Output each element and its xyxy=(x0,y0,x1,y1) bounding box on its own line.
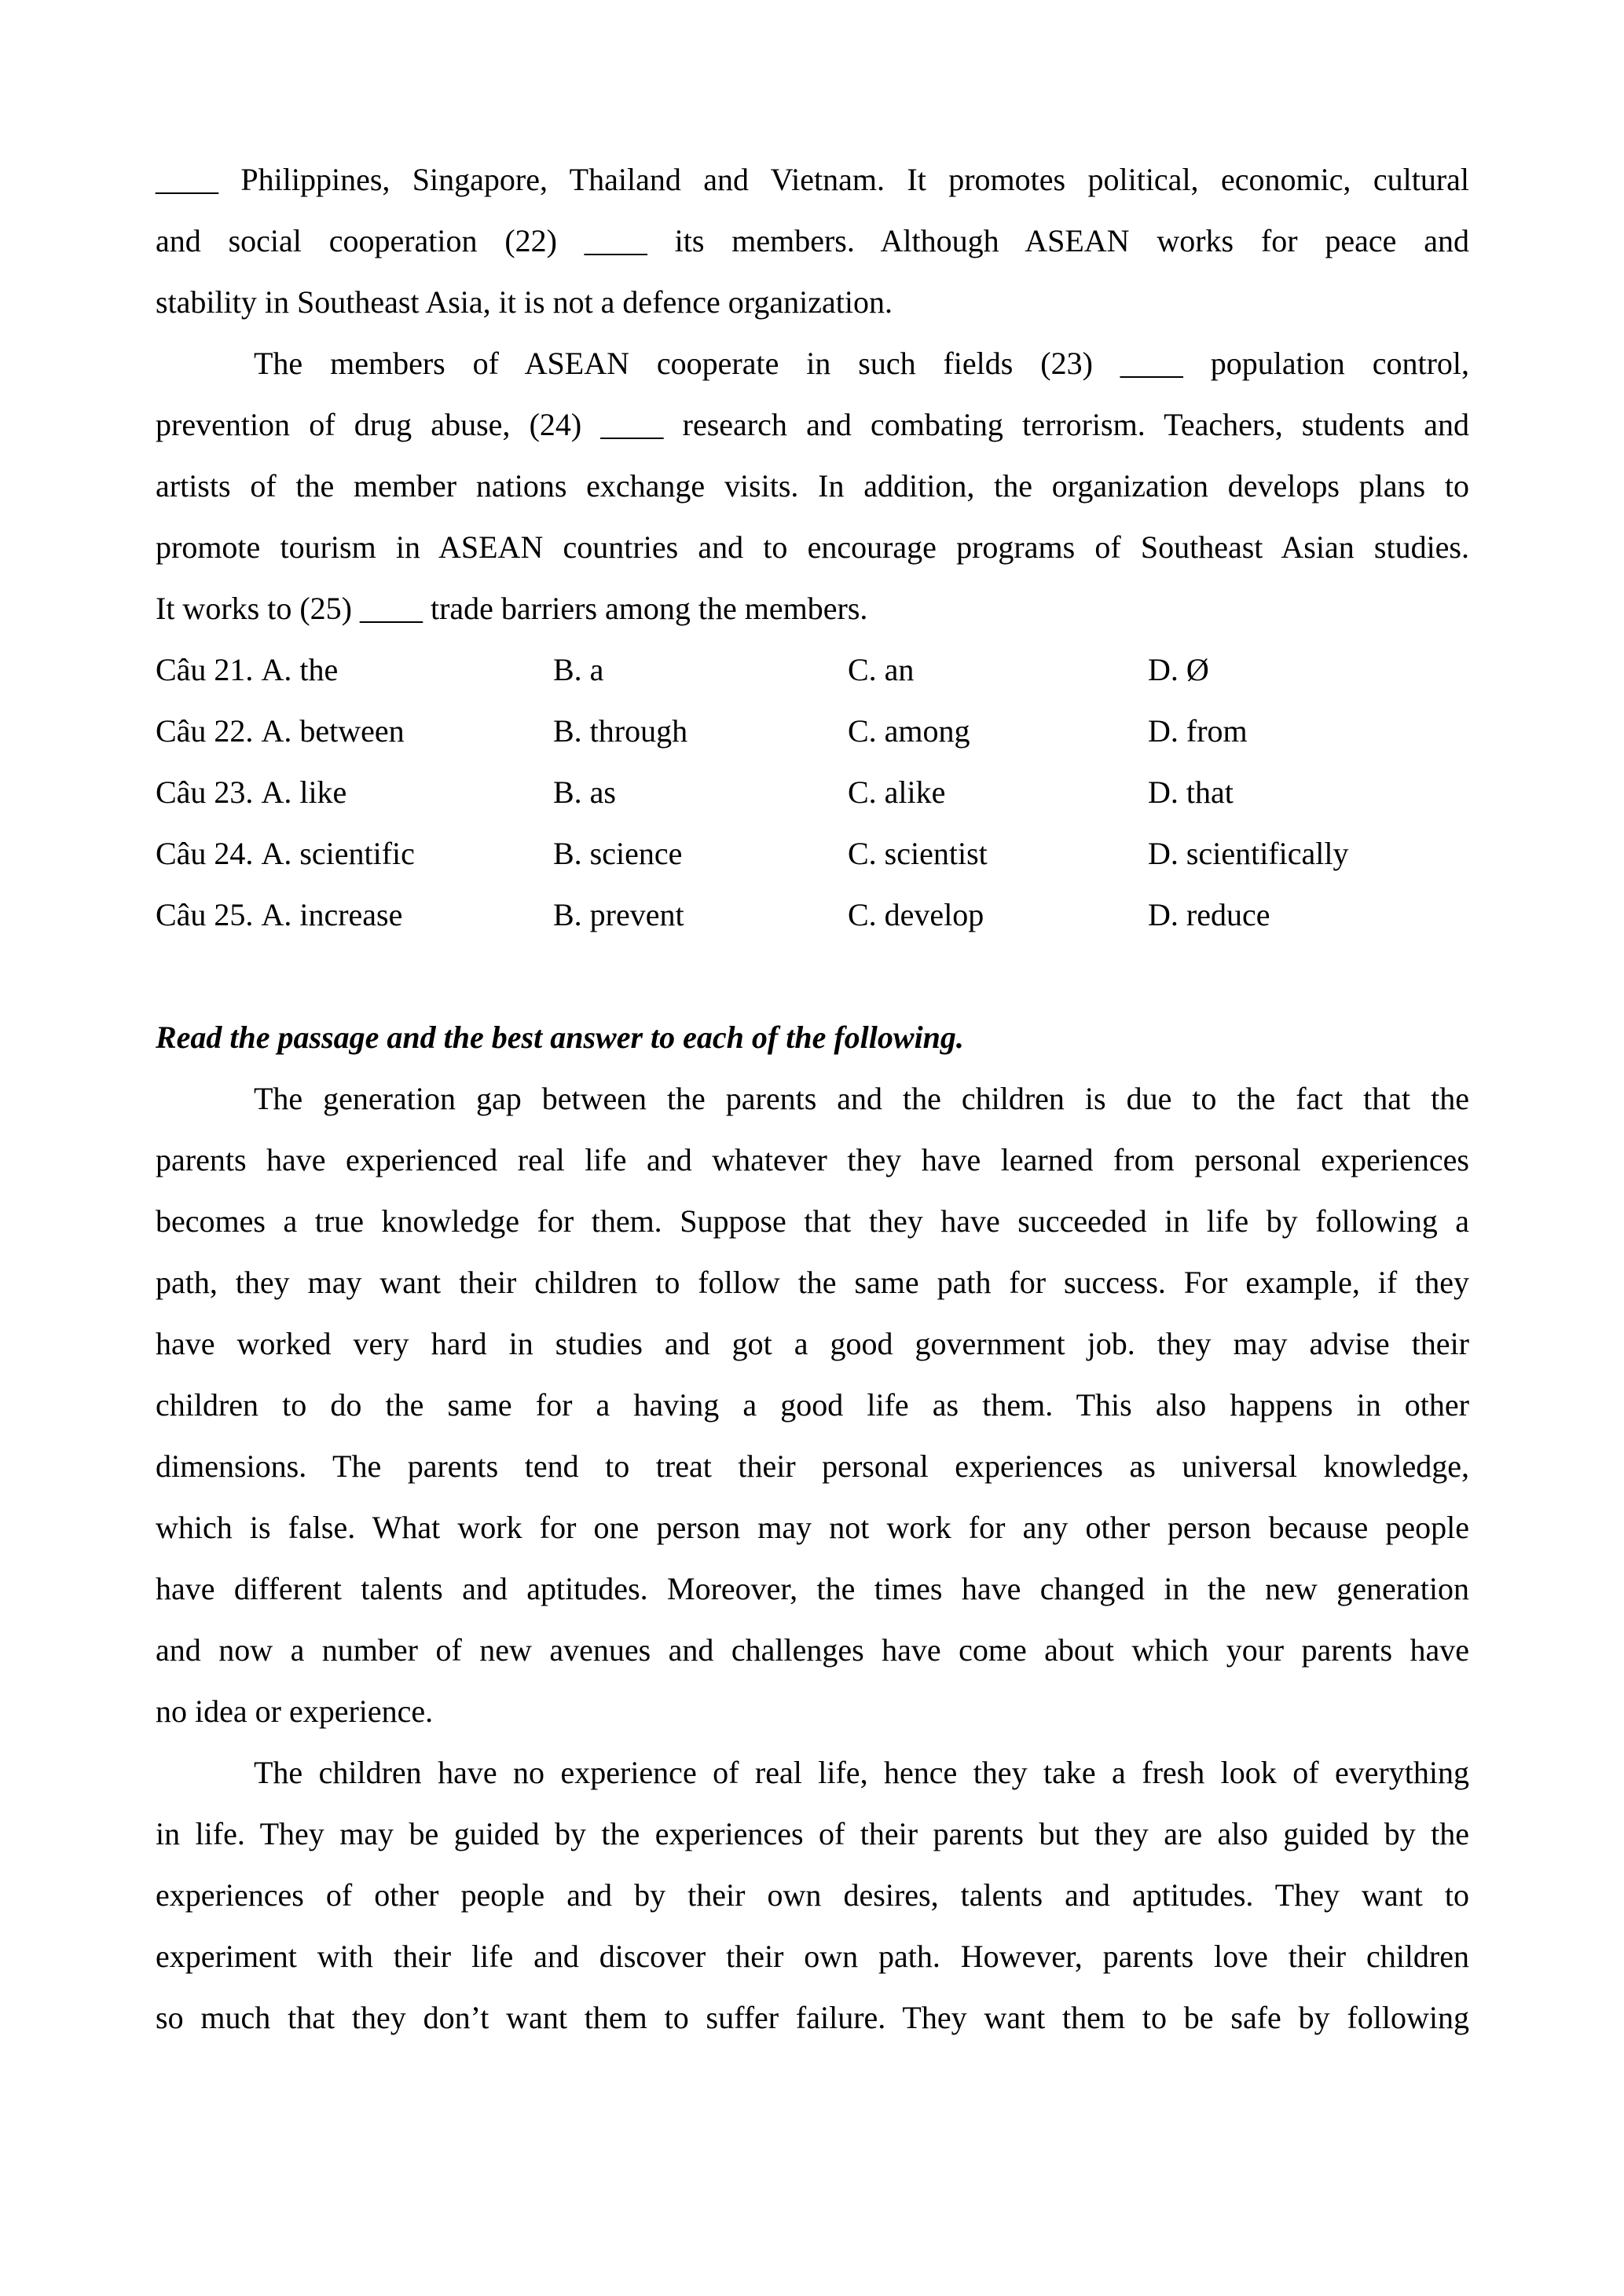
passage-text-line: parents have experienced real life and whatever they have learned from personal experiences xyxy=(156,1142,1469,1177)
option-c: C. scientist xyxy=(848,836,988,871)
question-number: Câu 24. xyxy=(156,836,254,871)
passage-text-line: artists of the member nations exchange visits. In addition, the organization develops plans to xyxy=(156,468,1469,504)
question-number: Câu 23. xyxy=(156,774,254,810)
generation-gap-paragraph-2 xyxy=(156,1742,1469,2049)
option-a: A. like xyxy=(261,774,347,810)
question-cell-a xyxy=(156,701,553,762)
passage-text-line: dimensions. The parents tend to treat their personal experiences as universal knowledge, xyxy=(156,1448,1469,1484)
option-d: D. reduce xyxy=(1148,897,1270,932)
option-a: A. between xyxy=(261,713,405,749)
option-a: A. the xyxy=(261,652,339,687)
passage-text-line: experiences of other people and by their own desires, talents and aptitudes. They want to xyxy=(156,1877,1469,1913)
question-cell-a xyxy=(156,884,553,946)
question-cell-a xyxy=(156,823,553,884)
option-d: D. scientifically xyxy=(1148,836,1349,871)
passage-text-line: have different talents and aptitudes. Moreover, the times have changed in the new generation xyxy=(156,1571,1469,1606)
option-c: C. develop xyxy=(848,897,984,932)
option-c: C. among xyxy=(848,713,970,749)
option-c: C. an xyxy=(848,652,915,687)
option-b: B. as xyxy=(553,774,616,810)
option-c: C. alike xyxy=(848,774,946,810)
passage-text-line: experiment with their life and discover their own path. However, parents love their children xyxy=(156,1939,1469,1974)
passage-text-line: and social cooperation (22) ____ its members. Although ASEAN works for peace and xyxy=(156,223,1469,258)
passage-text-line: The children have no experience of real life, hence they take a fresh look of everything xyxy=(254,1755,1469,1790)
option-d: D. that xyxy=(1148,774,1234,810)
question-cell-a xyxy=(156,639,553,701)
passage-text-line: in life. They may be guided by the experiences of their parents but they are also guided by the xyxy=(156,1816,1469,1851)
asean-passage-paragraph-1 xyxy=(156,149,1469,333)
question-number: Câu 25. xyxy=(156,897,254,932)
asean-passage-paragraph-2 xyxy=(156,333,1469,639)
passage-text-line: promote tourism in ASEAN countries and to encourage programs of Southeast Asian studies. xyxy=(156,529,1469,565)
passage-text-line: prevention of drug abuse, (24) ____ research and combating terrorism. Teachers, students and xyxy=(156,407,1469,442)
question-number: Câu 22. xyxy=(156,713,254,749)
passage-text-line: path, they may want their children to follow the same path for success. For example, if they xyxy=(156,1265,1469,1300)
option-b: B. prevent xyxy=(553,897,684,932)
question-row xyxy=(156,701,1469,762)
question-row xyxy=(156,639,1469,701)
generation-gap-paragraph-1 xyxy=(156,1068,1469,1742)
passage-text-line: and now a number of new avenues and challenges have come about which your parents have xyxy=(156,1632,1469,1668)
option-b: B. science xyxy=(553,836,683,871)
reading-section-heading: Read the passage and the best answer to each of the following. xyxy=(156,1020,964,1055)
option-d: D. Ø xyxy=(1148,652,1209,687)
option-b: B. through xyxy=(553,713,688,749)
passage-text-line: It works to (25) ____ trade barriers among the members. xyxy=(156,591,868,626)
passage-text-line: stability in Southeast Asia, it is not a defence organization. xyxy=(156,284,893,320)
passage-text-line: no idea or experience. xyxy=(156,1694,434,1729)
passage-text-line: children to do the same for a having a good life as them. This also happens in other xyxy=(156,1387,1469,1423)
passage-text-line: have worked very hard in studies and got a good government job. they may advise their xyxy=(156,1326,1469,1361)
option-a: A. scientific xyxy=(261,836,415,871)
option-b: B. a xyxy=(553,652,604,687)
passage-text-line: ____ Philippines, Singapore, Thailand and Vietnam. It promotes political, economic, cultural xyxy=(156,162,1469,197)
passage-text-line: becomes a true knowledge for them. Suppose that they have succeeded in life by following a xyxy=(156,1203,1469,1239)
passage-text-line: so much that they don’t want them to suffer failure. They want them to be safe by following xyxy=(156,2000,1469,2035)
question-cell-a xyxy=(156,762,553,823)
passage-text-line: which is false. What work for one person may not work for any other person because people xyxy=(156,1510,1469,1545)
question-row xyxy=(156,884,1469,946)
passage-text-line: The generation gap between the parents and the children is due to the fact that the xyxy=(254,1081,1469,1116)
multiple-choice-block xyxy=(156,639,1469,946)
question-row xyxy=(156,762,1469,823)
question-row xyxy=(156,823,1469,884)
option-a: A. increase xyxy=(261,897,403,932)
page-content xyxy=(156,149,1469,2049)
option-d: D. from xyxy=(1148,713,1248,749)
question-number: Câu 21. xyxy=(156,652,254,687)
passage-text-line: The members of ASEAN cooperate in such fields (23) ____ population control, xyxy=(254,346,1469,381)
